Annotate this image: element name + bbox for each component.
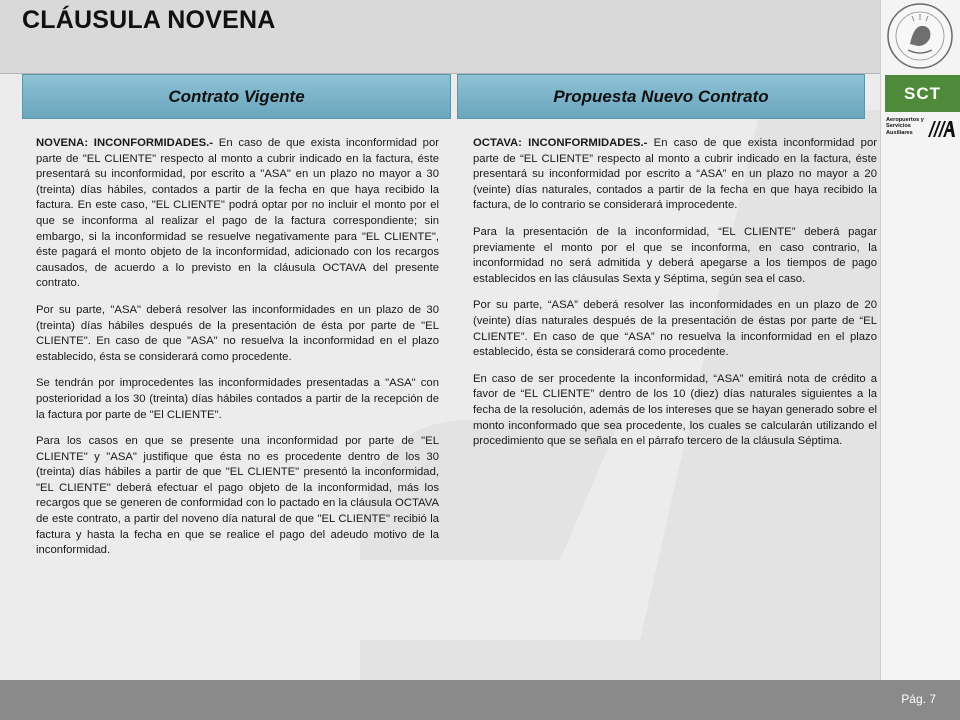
paragraph	[36, 303, 439, 365]
asa-mark-icon	[926, 119, 956, 139]
asa-line: Servicios	[886, 123, 911, 130]
paragraph-text: Por su parte, "ASA" deberá resolver las inconformidades en un plazo de 30 (treinta) días hábiles después de la presentación de ésta por parte de "EL CLIENTE". En caso de que "ASA" no resuelva la inconformidad en el plazo establecido, ésta se considerará como procedente.	[36, 303, 439, 363]
paragraph	[473, 136, 877, 214]
footer-bar	[0, 680, 960, 720]
paragraph	[36, 434, 439, 559]
paragraph	[473, 372, 877, 450]
page-number: Pág. 7	[901, 692, 936, 706]
paragraph-text: En caso de que exista inconformidad por parte de "EL CLIENTE" respecto al monto a cubrir indicado en la factura, éste presentará su inconformidad, por escrito a "ASA" en un plazo no mayor a 30 (treinta) días hábiles, contados a partir de la fecha en que haya recibido la factura. En este caso, "EL CLIENTE" podrá optar por no incluir el monto por el que se inconforma al realizar el pago de la factura correspondiente; sin embargo, si la inconformidad se resuelve negativamente para "EL CLIENTE", éste pagará el monto objeto de la inconformidad, adicionado con los recargos causados, de acuerdo a lo previsto en la cláusula OCTAVA del presente contrato.	[36, 137, 439, 290]
paragraph-text: En caso de que exista inconformidad por parte de “EL CLIENTE” respecto al monto a cubrir indicado en la factura, éste presentará su inconformidad por escrito a “ASA” en un plazo no mayor a 20 (veinte) días naturales, contados a partir de la fecha en que haya recibido la factura, de lo contrario se considerará improcedente.	[473, 137, 877, 212]
clause-heading: OCTAVA: INCONFORMIDADES.-	[473, 137, 648, 149]
current-contract-text	[36, 136, 439, 570]
paragraph	[473, 225, 877, 287]
mexican-seal-icon	[884, 0, 956, 72]
proposed-contract-text	[473, 136, 877, 461]
asa-logo	[886, 117, 958, 143]
paragraph	[36, 136, 439, 292]
paragraph-text: Por su parte, “ASA” deberá resolver las inconformidades en un plazo de 20 (veinte) días naturales después de la presentación de éstas por parte de “EL CLIENTE”. En caso de que “ASA” no resuelva la inconformidad en el plazo establecido, ésta se considerará como procedente.	[473, 299, 877, 359]
title-bar	[0, 0, 880, 74]
current-contract-header: Contrato Vigente	[22, 74, 451, 119]
paragraph	[473, 298, 877, 360]
paragraph	[36, 376, 439, 423]
asa-line: Aeropuertos y	[886, 117, 924, 123]
sct-logo: SCT	[885, 75, 960, 112]
asa-logo-text	[886, 117, 924, 136]
page-title: CLÁUSULA NOVENA	[22, 6, 276, 34]
asa-line: Auxiliares	[886, 129, 913, 136]
paragraph-text: Se tendrán por improcedentes las inconformidades presentadas a "ASA" con posterioridad a los 30 (treinta) días hábiles contados a partir de la recepción de la factura por parte de "El CLIENTE".	[36, 377, 439, 421]
paragraph-text: Para la presentación de la inconformidad, “EL CLIENTE” deberá pagar previamente el monto por el que se inconforma, en caso contrario, la inconformidad no será admitida y deberá apegarse a los tiempos de pago establecidos en las cláusulas Sexta y Séptima, según sea el caso.	[473, 225, 877, 285]
paragraph-text: Para los casos en que se presente una inconformidad por parte de "EL CLIENTE" y "ASA" justifique que ésta no es procedente dentro de los 30 (treinta) días hábiles a partir de que "EL CLIENTE" presentó la inconformidad, "EL CLIENTE" deberá efectuar el pago objeto de la inconformidad, más los recargos que se generen de conformidad con lo pactado en la cláusula OCTAVA de este contrato, a partir del noveno día natural de que "EL CLIENTE" recibió la factura y hasta la fecha en que se realice el pago del adeudo motivo de la inconformidad.	[36, 435, 439, 557]
clause-heading: NOVENA: INCONFORMIDADES.-	[36, 137, 214, 149]
paragraph-text: En caso de ser procedente la inconformidad, “ASA” emitirá nota de crédito a favor de “EL CLIENTE” dentro de los 10 (diez) días naturales siguientes a la fecha de la resolución, además de los intereses que se hayan generado sobre el monto inconformado que sea procedente, los cuales se calcularán utilizando el procedimiento que se señala en el párrafo tercero de la cláusula Séptima.	[473, 372, 877, 448]
proposed-contract-header: Propuesta Nuevo Contrato	[457, 74, 865, 119]
